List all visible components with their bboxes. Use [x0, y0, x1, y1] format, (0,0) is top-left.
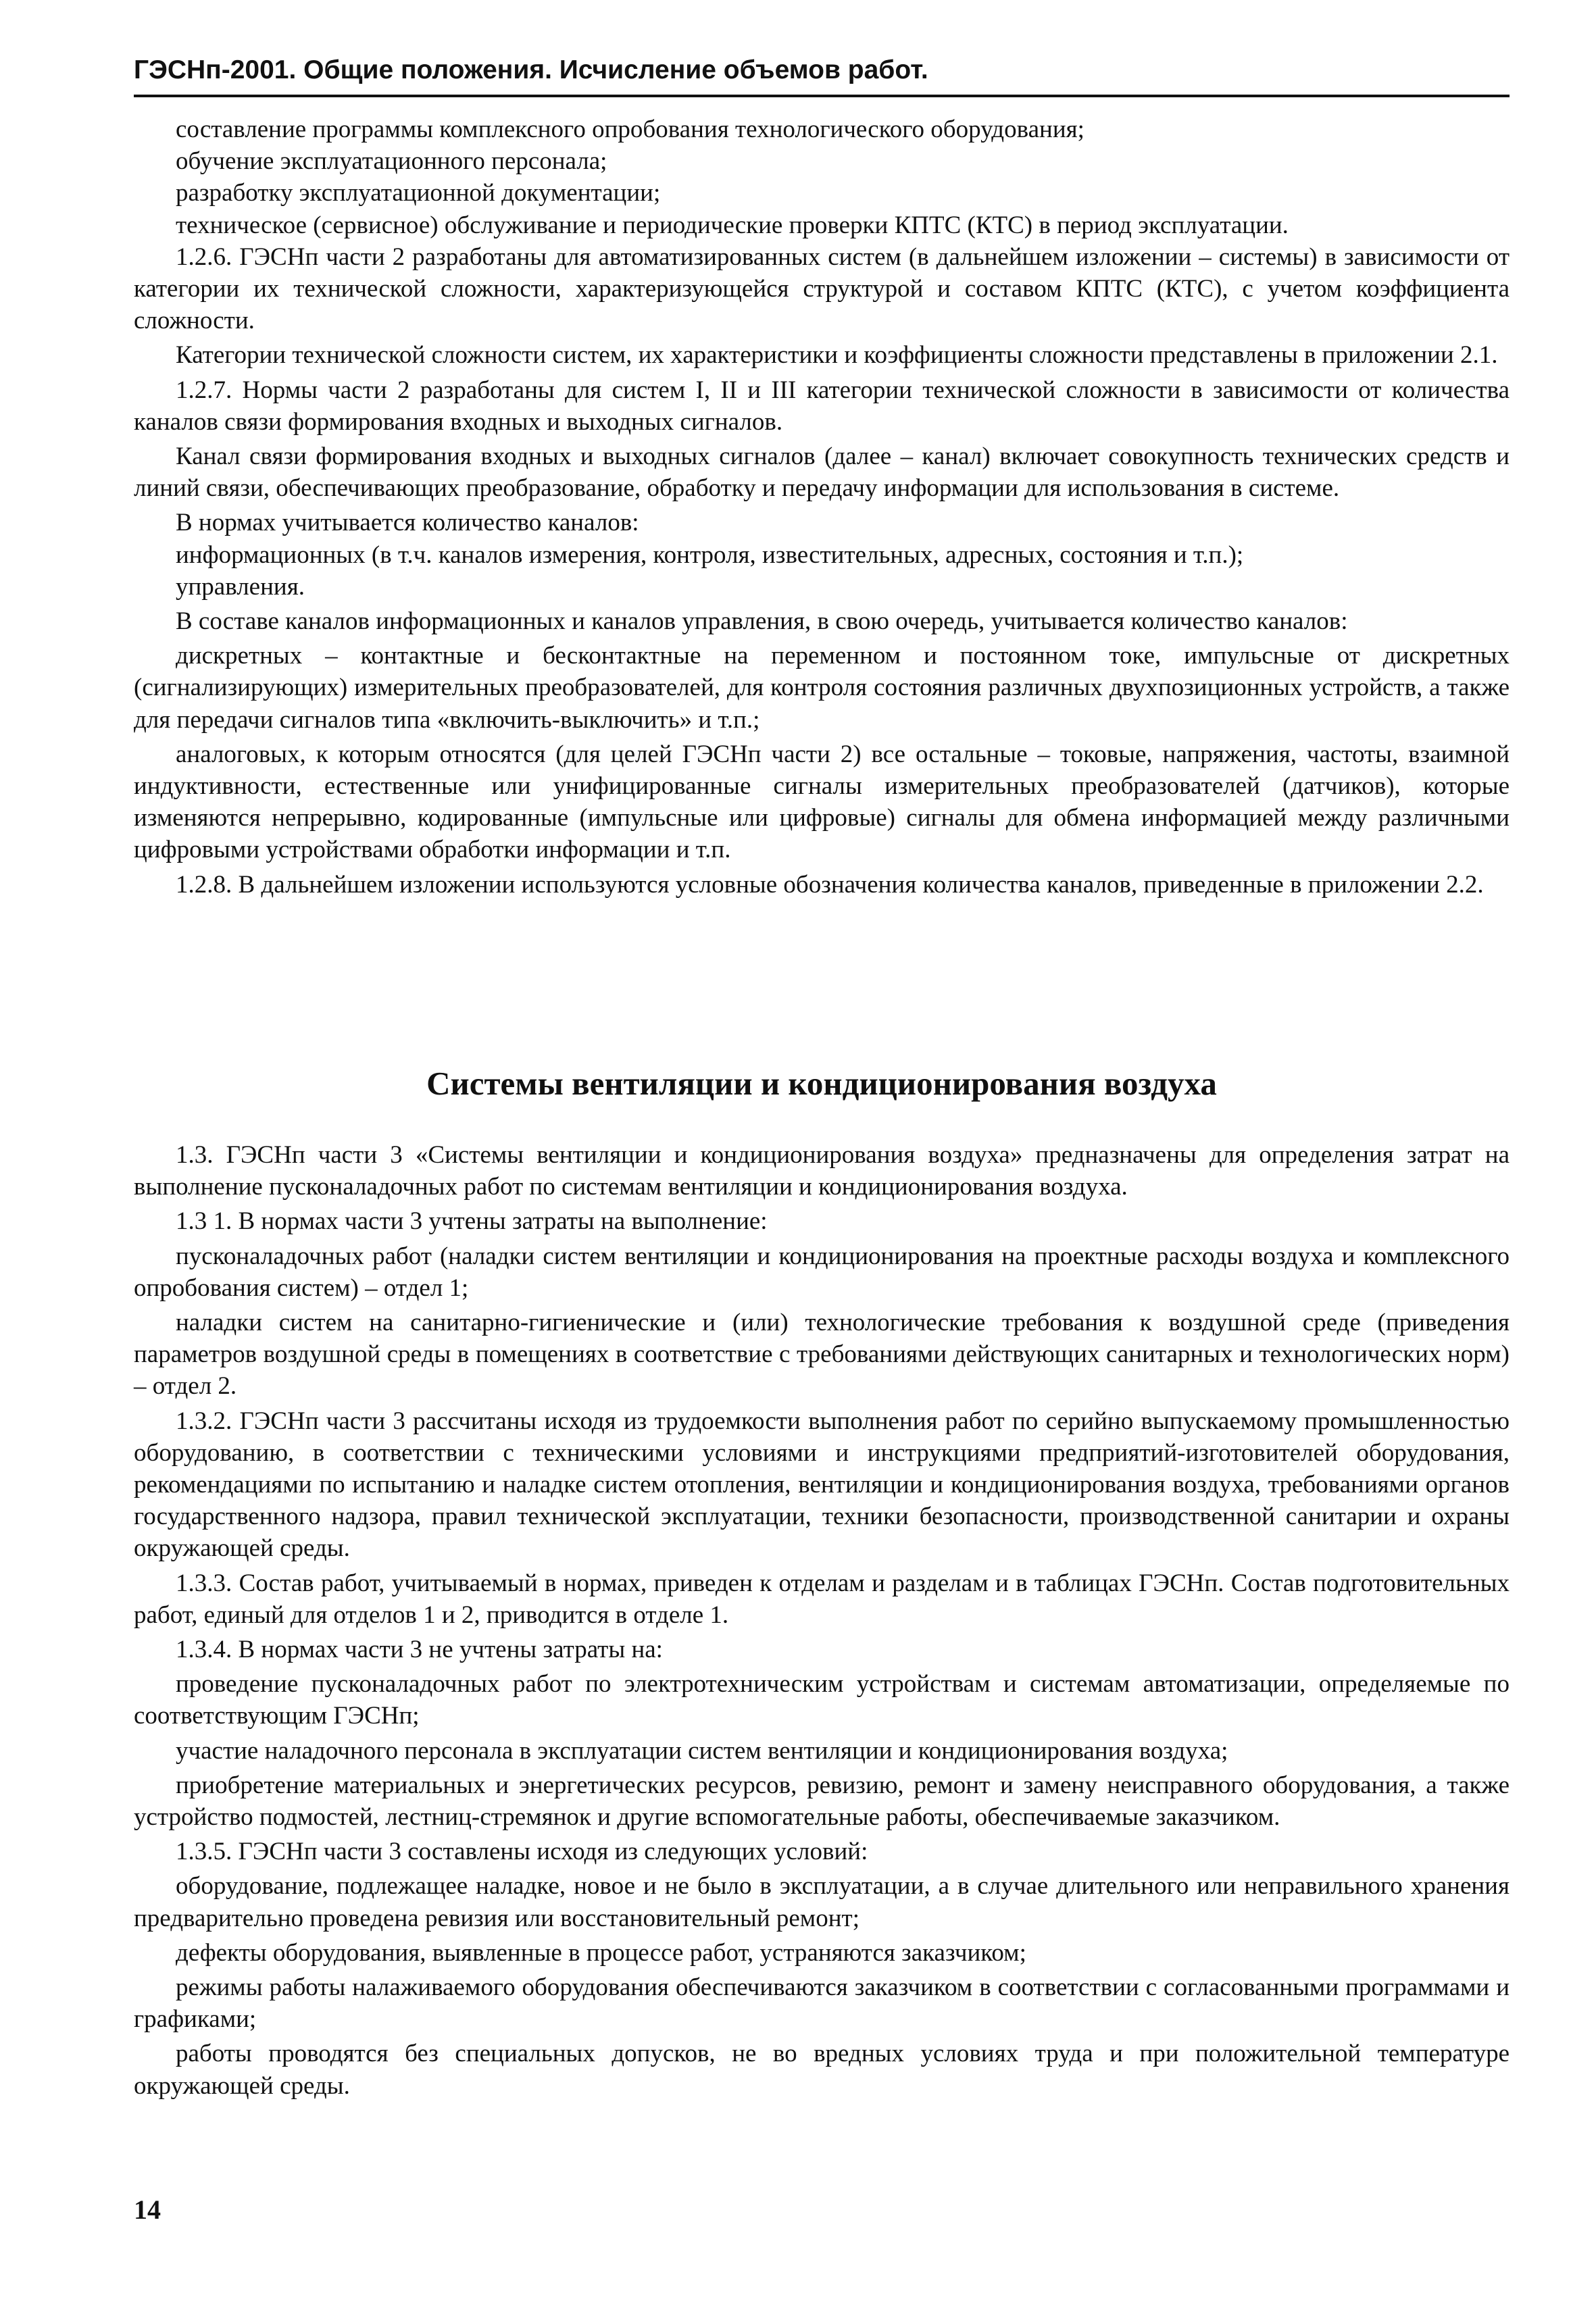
paragraph: информационных (в т.ч. каналов измерения, контроля, известительных, адресных, состояния и т.п.); [176, 540, 1244, 569]
paragraph: управления. [176, 572, 305, 601]
section-heading: Системы вентиляции и кондиционирования воздуха [426, 1065, 1217, 1102]
paragraph: обучение эксплуатационного персонала; [176, 147, 607, 176]
paragraph: наладки систем на санитарно-гигиенические и (или) технологические требования к воздушной среде (приведения параметров воздушной среды в помещениях в соответствие с требованиями действующих санитарных и технологических норм) – отдел 2. [134, 1309, 1510, 1401]
paragraph: 1.3.4. В нормах части 3 не учтены затраты на: [176, 1636, 663, 1664]
paragraph: дефекты оборудования, выявленные в процессе работ, устраняются заказчиком; [176, 1938, 1026, 1967]
paragraph: 1.3.5. ГЭСНп части 3 составлены исходя из следующих условий: [176, 1838, 868, 1866]
running-header: ГЭСНп-2001. Общие положения. Исчисление объемов работ. [134, 55, 928, 84]
part2-text-block [134, 114, 1510, 901]
paragraph: аналоговых, к которым относятся (для целей ГЭСНп части 2) все остальные – токовые, напряжения, частоты, взаимной индуктивности, естественные или унифицированные сигналы измерительных преобразователей (датчиков), которые изменяются непрерывно, кодированные (импульсные или цифровые) сигналы для обмена информацией между различными цифровыми устройствами обработки информации и т.п. [134, 740, 1510, 864]
paragraph: Категории технической сложности систем, их характеристики и коэффициенты сложности представлены в приложении 2.1. [176, 341, 1498, 370]
paragraph: 1.3. ГЭСНп части 3 «Системы вентиляции и кондиционирования воздуха» предназначены для определения затрат на выполнение пусконаладочных работ по системам вентиляции и кондиционирования воздуха. [134, 1141, 1510, 1201]
paragraph: пусконаладочных работ (наладки систем вентиляции и кондиционирования на проектные расходы воздуха и комплексного опробования систем) – отдел 1; [134, 1242, 1510, 1302]
paragraph: составление программы комплексного опробования технологического оборудования; [176, 116, 1084, 143]
paragraph: оборудование, подлежащее наладке, новое и не было в эксплуатации, а в случае длительного или неправильного хранения предварительно проведена ревизия или восстановительный ремонт; [134, 1872, 1510, 1932]
part3-text-block [134, 1139, 1510, 2102]
paragraph: разработку эксплуатационной документации; [176, 179, 661, 207]
paragraph: дискретных – контактные и бесконтактные на переменном и постоянном токе, импульсные от дискретных (сигнализирующих) измерительных преобразователей, для контроля состояния различных двухпозиционных устройств, а также для передачи сигналов типа «включить-выключить» и т.п.; [134, 642, 1510, 734]
paragraph: Канал связи формирования входных и выходных сигналов (далее – канал) включает совокупность технических средств и линий связи, обеспечивающих преобразование, обработку и передачу информации для использования в системе. [134, 443, 1510, 503]
paragraph: техническое (сервисное) обслуживание и периодические проверки КПТС (КТС) в период эксплуатации. [176, 211, 1289, 239]
paragraph: приобретение материальных и энергетических ресурсов, ревизию, ремонт и замену неисправного оборудования, а также устройство подмостей, лестниц-стремянок и другие вспомогательные работы, обеспечиваемые заказчиком. [134, 1771, 1510, 1832]
paragraph: режимы работы налаживаемого оборудования обеспечиваются заказчиком в соответствии с согласованными программами и графиками; [134, 1973, 1510, 2034]
paragraph: В нормах учитывается количество каналов: [176, 509, 639, 537]
paragraph: участие наладочного персонала в эксплуатации систем вентиляции и кондиционирования воздуха; [176, 1736, 1228, 1765]
header-rule [134, 95, 1510, 97]
paragraph: работы проводятся без специальных допусков, не во вредных условиях труда и при положительной температуре окружающей среды. [134, 2040, 1510, 2100]
paragraph: 1.2.7. Нормы части 2 разработаны для систем I, II и III категории технической сложности в зависимости от количества каналов связи формирования входных и выходных сигналов. [134, 376, 1510, 436]
page-number: 14 [134, 2194, 161, 2225]
paragraph: 1.3 1. В нормах части 3 учтены затраты на выполнение: [176, 1207, 768, 1236]
paragraph: 1.3.2. ГЭСНп части 3 рассчитаны исходя из трудоемкости выполнения работ по серийно выпускаемому промышленностью оборудованию, в соответствии с техническими условиями и инструкциями предприятий-изготовителей оборудования, рекомендациями по испытанию и наладке систем отопления, вентиляции и кондиционирования воздуха, требованиями органов государственного надзора, правил технической эксплуатации, техники безопасности, производственной санитарии и охраны окружающей среды. [134, 1407, 1510, 1563]
paragraph: проведение пусконаладочных работ по электротехническим устройствам и системам автоматизации, определяемые по соответствующим ГЭСНп; [134, 1670, 1510, 1730]
paragraph: В составе каналов информационных и каналов управления, в свою очередь, учитывается количество каналов: [176, 607, 1348, 636]
paragraph: 1.3.3. Состав работ, учитываемый в нормах, приведен к отделам и разделам и в таблицах ГЭСНп. Состав подготовительных работ, единый для отделов 1 и 2, приводится в отделе 1. [134, 1569, 1510, 1629]
paragraph: 1.2.6. ГЭСНп части 2 разработаны для автоматизированных систем (в дальнейшем изложении – системы) в зависимости от категории их технической сложности, характеризующейся структурой и составом КПТС (КТС), с учетом коэффициента сложности. [134, 243, 1510, 335]
paragraph: 1.2.8. В дальнейшем изложении используются условные обозначения количества каналов, приведенные в приложении 2.2. [176, 870, 1484, 899]
